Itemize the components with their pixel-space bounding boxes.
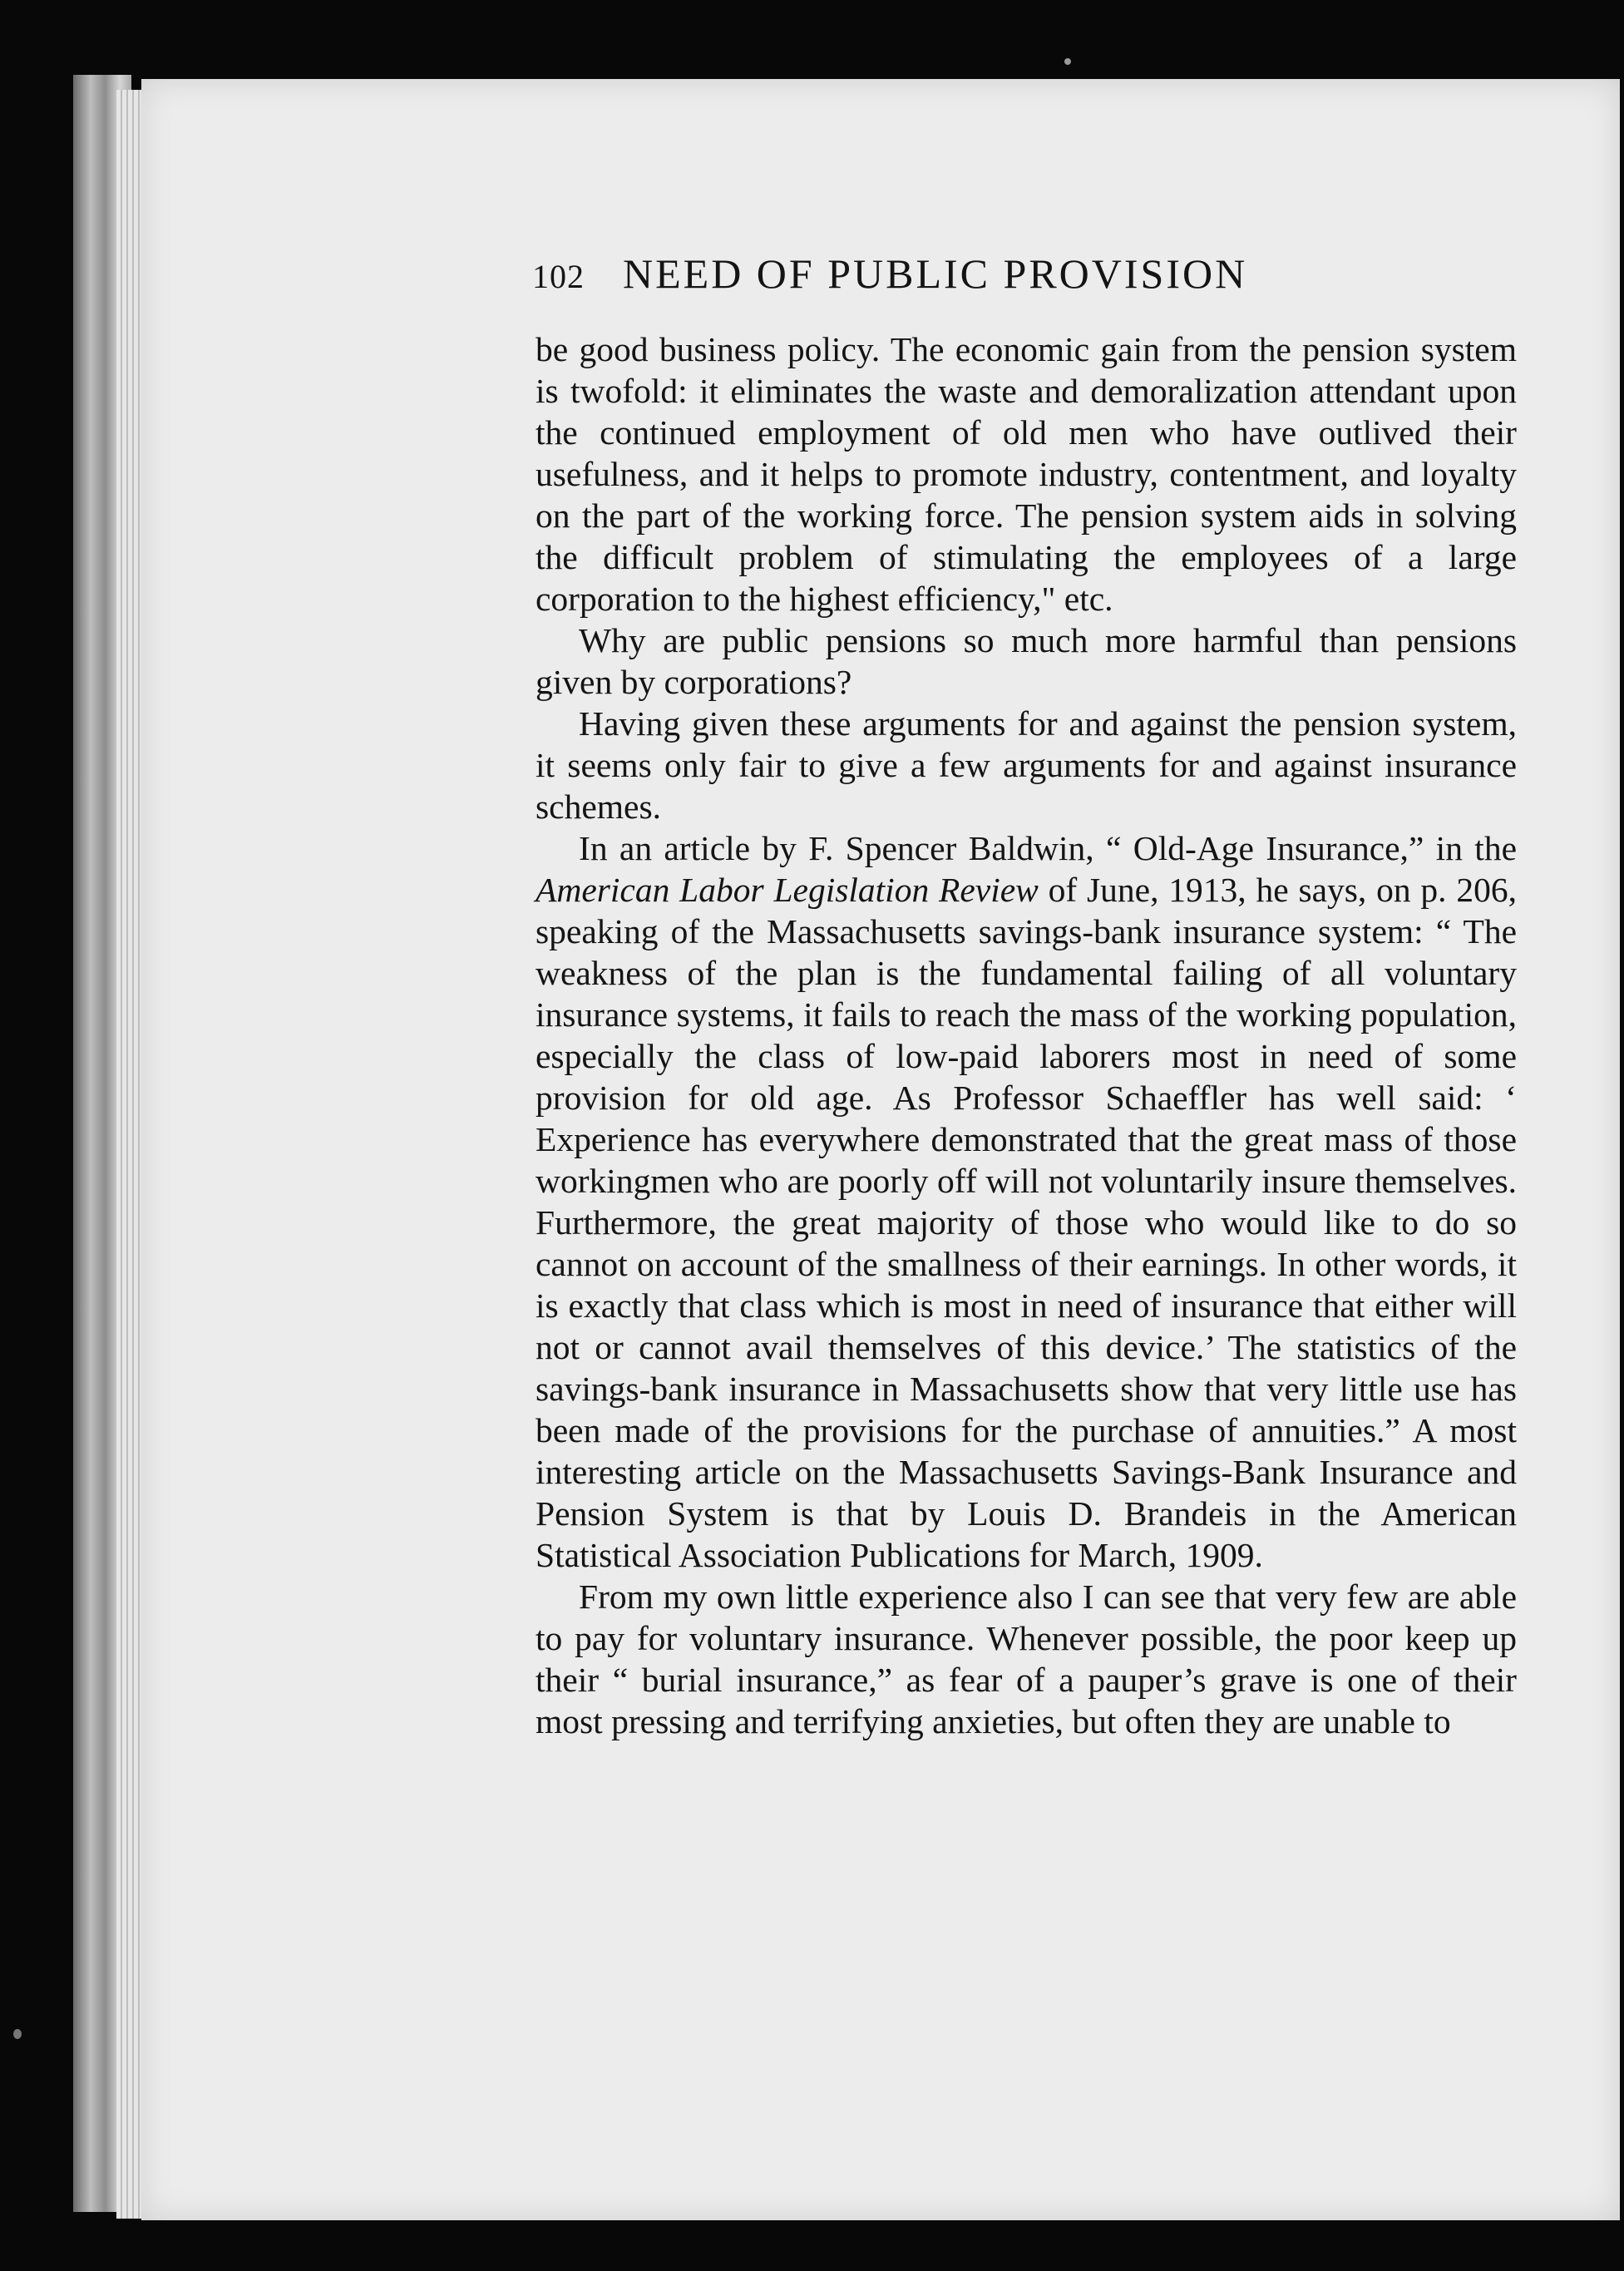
dust-speck [1064, 58, 1071, 65]
journal-title: American Labor Legislation Review [536, 871, 1039, 909]
paragraph-text: of June, 1913, he says, on p. 206, speaking of the Massachusetts savings-bank insurance system: “ The weakness of the plan is the fundamental failing of all voluntary insurance systems, it fails to reach the mass of the working population, especially the class of low-paid laborers most in need of some provision for old age. As Professor Schaeffler has well said: ‘ Experience has everywhere demonstrated that the great mass of those workingmen who are poorly off will not voluntarily insure themselves. Furthermore, the great majority of those who would like to do so cannot on account of the smallness of their earnings. In other words, it is exactly that class which is most in need of insurance that either will not or cannot avail themselves of this device.’ The statistics of the savings-bank insurance in Massachusetts show that very little use has been made of the provisions for the purchase of annuities.” A most interesting article on the Massachusetts Savings-Bank Insurance and Pension System is that by Louis D. Brandeis in the American Statistical Association Publications for March, 1909. [536, 871, 1517, 1574]
dust-speck [13, 2029, 22, 2039]
body-text [536, 328, 1517, 1742]
paragraph: From my own little experience also I can see that very few are able to pay for voluntary insurance. Whenever possible, the poor keep up their “ burial insurance,” as fear of a pauper’s grave is one of their most pressing and terrifying anxieties, but often they are unable to [536, 1577, 1517, 1740]
paragraph-baldwin-quote [536, 827, 1517, 1576]
page-number: 102 [532, 258, 585, 295]
paragraph-text: In an article by F. Spencer Baldwin, “ Old-Age Insurance,” in the [579, 829, 1517, 867]
paragraph: Having given these arguments for and against the pension system, it seems only fair to give a few arguments for and against insurance schemes. [536, 704, 1517, 826]
paragraph-continued: be good business policy. The economic gain from the pension system is twofold: it eliminates the waste and demoralization attendant upon the continued employment of old men who have outlived their usefulness, and it helps to promote industry, contentment, and loyalty on the part of the working force. The pension system aids in solving the difficult problem of stimulating the employees of a large corporation to the highest efficiency," etc. [536, 330, 1517, 618]
paragraph: Why are public pensions so much more harmful than pensions given by corporations? [536, 621, 1517, 701]
running-head-title: NEED OF PUBLIC PROVISION [623, 250, 1248, 297]
running-head [532, 249, 1364, 308]
